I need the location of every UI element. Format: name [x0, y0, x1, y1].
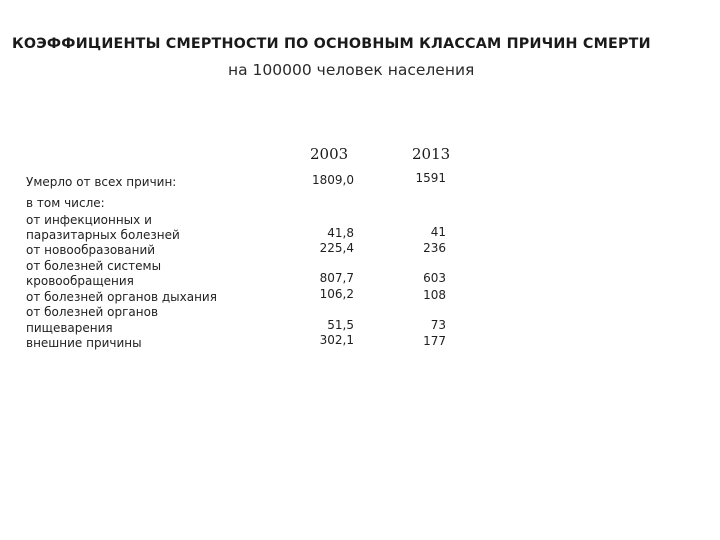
- slide-title: КОЭФФИЦИЕНТЫ СМЕРТНОСТИ ПО ОСНОВНЫМ КЛАССАМ ПРИЧИН СМЕРТИ: [12, 36, 651, 52]
- row-label-circulatory-2: кровообращения: [26, 274, 134, 288]
- column-header-2013: 2013: [412, 145, 451, 163]
- value-2013-all-causes: 1591: [415, 171, 446, 185]
- row-label-digestive-1: от болезней органов: [26, 305, 159, 319]
- value-2003-circulatory: 807,7: [319, 271, 354, 285]
- value-2003-external: 302,1: [319, 333, 354, 347]
- row-label-including: в том числе:: [26, 196, 105, 210]
- row-label-circulatory-1: от болезней системы: [26, 259, 162, 273]
- row-label-digestive-2: пищеварения: [26, 321, 113, 335]
- value-2013-respiratory: 108: [423, 288, 446, 302]
- value-2003-all-causes: 1809,0: [312, 173, 354, 187]
- row-label-external: внешние причины: [26, 336, 142, 350]
- value-2013-infectious: 41: [430, 225, 446, 239]
- value-2003-neoplasms: 225,4: [319, 241, 354, 255]
- row-label-respiratory: от болезней органов дыхания: [26, 290, 217, 304]
- row-label-infectious-2: паразитарных болезней: [26, 228, 180, 242]
- value-2013-digestive: 73: [430, 318, 446, 332]
- value-2013-external: 177: [423, 334, 446, 348]
- row-label-all-causes: Умерло от всех причин:: [26, 175, 177, 189]
- value-2003-infectious: 41,8: [327, 226, 354, 240]
- slide-subtitle: на 100000 человек населения: [228, 61, 475, 79]
- value-2013-neoplasms: 236: [423, 241, 446, 255]
- value-2003-digestive: 51,5: [327, 318, 354, 332]
- column-header-2003: 2003: [310, 145, 349, 163]
- row-label-infectious-1: от инфекционных и: [26, 213, 152, 227]
- row-label-neoplasms: от новообразований: [26, 243, 156, 257]
- value-2003-respiratory: 106,2: [319, 287, 354, 301]
- value-2013-circulatory: 603: [423, 271, 446, 285]
